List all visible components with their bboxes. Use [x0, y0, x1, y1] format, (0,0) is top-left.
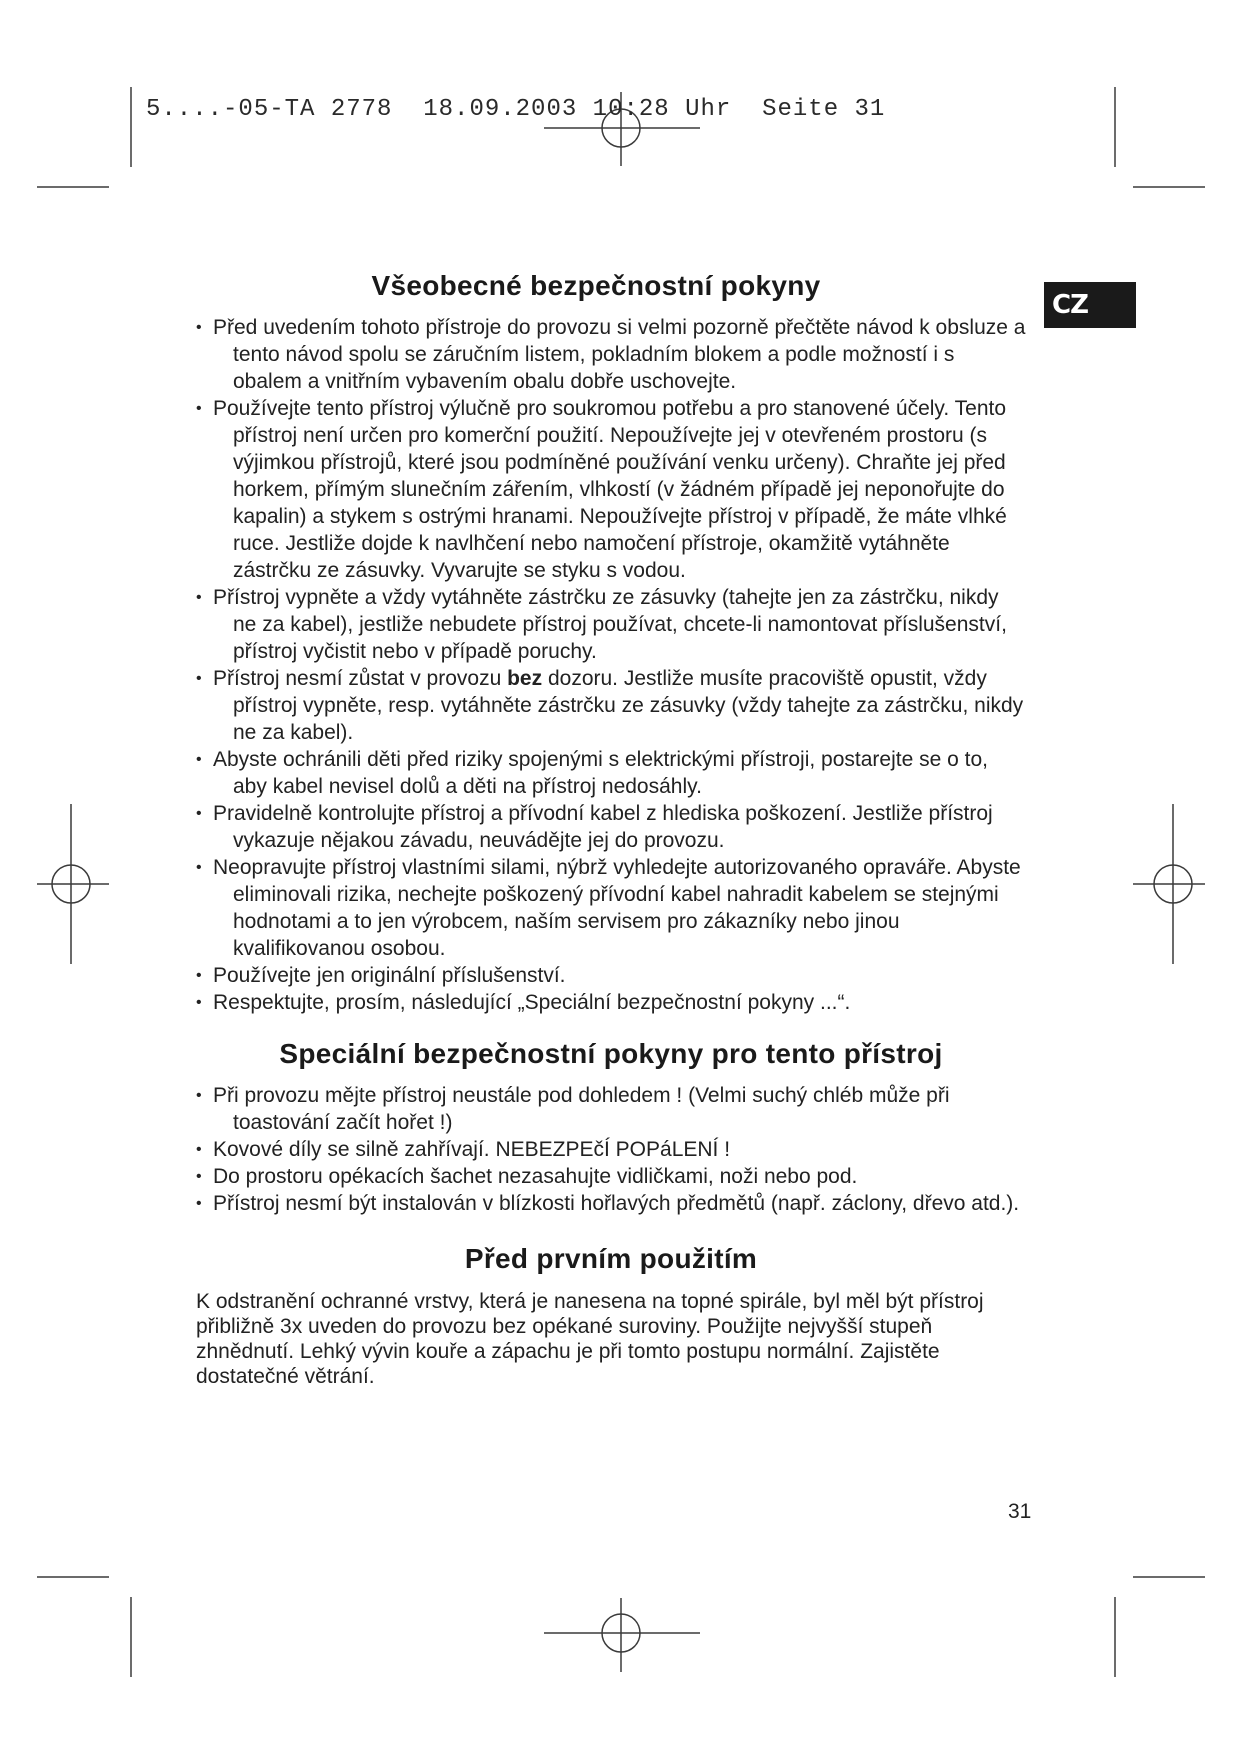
section-title-before-first-use: Před prvním použitím — [464, 1243, 758, 1274]
list-item-text: dozoru. Jestliže musíte pracoviště opustit, vždy přístroj vypněte, resp. vytáhněte zástrčku ze zásuvky (vždy tahejte za zástrčku, nikdy ne za kabel). — [233, 667, 1024, 744]
special-safety-list — [196, 1082, 1026, 1217]
list-item — [196, 665, 1026, 746]
list-item: • Respektujte, prosím, následující „Speciální bezpečnostní pokyny ...“. — [196, 989, 1026, 1016]
list-item: • Neopravujte přístroj vlastními silami, nýbrž vyhledejte autorizovaného opraváře. Abyste eliminovali rizika, nechejte poškozený přívodní kabel nahradit kabelem se stejnými hodnotami a to jen výrobcem, naším servisem pro zákazníky nebo jinou kvalifikovanou osobou. — [196, 854, 1026, 962]
list-item: • Abyste ochránili děti před riziky spojenými s elektrickými přístroji, postarejte se o to, aby kabel nevisel dolů a děti na přístroj nedosáhly. — [196, 746, 1026, 800]
list-item: • Používejte tento přístroj výlučně pro soukromou potřebu a pro stanovené účely. Tento přístroj není určen pro komerční použití. Nepoužívejte jej v otevřeném prostoru (s výjimkou přístrojů, které jsou podmíněné používání venku určeny). Chraňte jej před horkem, přímým slunečním zářením, vlhkostí (v žádném případě jej neponořujte do kapalin) a stykem s ostrými hranami. Nepoužívejte přístroj v případě, že máte vlhké ruce. Jestliže dojde k navlhčení nebo namočení přístroje, okamžitě vytáhněte zástrčku ze zásuvky. Vyvarujte se styku s vodou. — [196, 395, 1026, 584]
section-title-special-safety: Speciální bezpečnostní pokyny pro tento přístroj — [279, 1038, 943, 1069]
list-item-text: Přístroj nesmí zůstat v provozu — [213, 667, 508, 690]
page-number: 31 — [1008, 1500, 1032, 1523]
list-item: • Přístroj vypněte a vždy vytáhněte zástrčku ze zásuvky (tahejte jen za zástrčku, nikdy ne za kabel), jestliže nebudete přístroj používat, chcete-li namontovat příslušenství, přístroj vyčistit nebo v případě poruchy. — [196, 584, 1026, 665]
list-item: • Přístroj nesmí být instalován v blízkosti hořlavých předmětů (např. záclony, dřevo atd.). — [196, 1190, 1026, 1217]
language-tab-cz: CZ — [1044, 282, 1136, 328]
emphasis-text: bez — [507, 667, 543, 690]
list-item: • Pravidelně kontrolujte přístroj a přívodní kabel z hlediska poškození. Jestliže přístroj vykazuje nějakou závadu, neuvádějte jej do provozu. — [196, 800, 1026, 854]
print-slug-header: 5....-05-TA 2778 18.09.2003 10:28 Uhr Seite 31 — [146, 96, 886, 123]
page-content — [196, 270, 1026, 1389]
list-item: • Při provozu mějte přístroj neustále pod dohledem ! (Velmi suchý chléb může při toastování začít hořet !) — [196, 1082, 1026, 1136]
list-item: • Kovové díly se silně zahřívají. NEBEZPEčÍ POPáLENÍ ! — [196, 1136, 1026, 1163]
section-title-general-safety: Všeobecné bezpečnostní pokyny — [371, 270, 821, 301]
general-safety-list — [196, 314, 1026, 1016]
list-item: • Používejte jen originální příslušenství. — [196, 962, 1026, 989]
list-item: • Do prostoru opékacích šachet nezasahujte vidličkami, noži nebo pod. — [196, 1163, 1026, 1190]
before-first-use-paragraph: K odstranění ochranné vrstvy, která je nanesena na topné spirále, byl měl být přístroj přibližně 3x uveden do provozu bez opékané suroviny. Použijte nejvyšší stupeň zhnědnutí. Lehký vývin kouře a zápachu je při tomto postupu normální. Zajistěte dostatečné větrání. — [196, 1290, 984, 1388]
list-item: • Před uvedením tohoto přístroje do provozu si velmi pozorně přečtěte návod k obsluze a tento návod spolu se záručním listem, pokladním blokem a podle možností i s obalem a vnitřním vybavením obalu dobře uschovejte. — [196, 314, 1026, 395]
